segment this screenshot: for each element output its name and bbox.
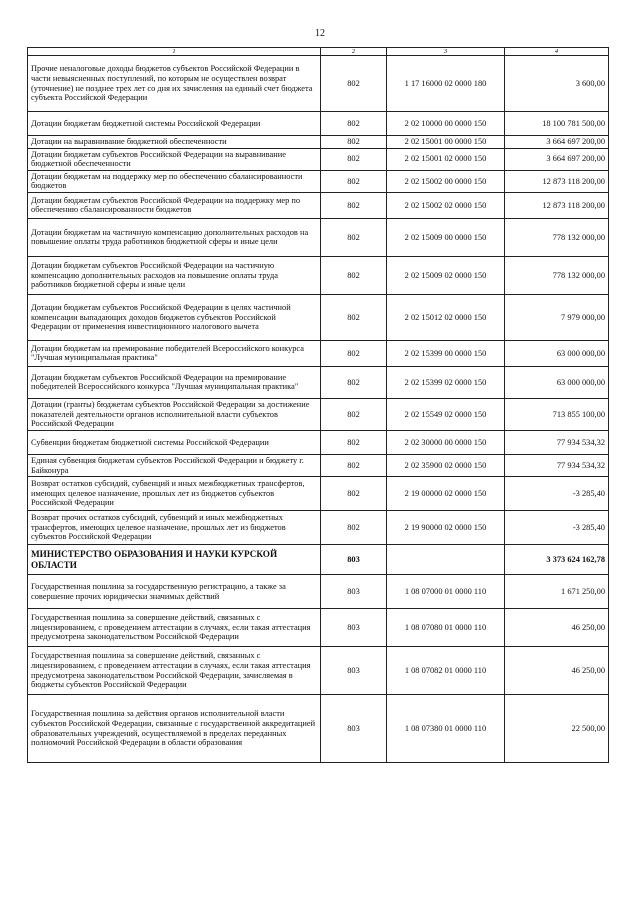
- administrator-code-cell: 803: [321, 647, 387, 695]
- budget-classification-code-cell: 2 02 30000 00 0000 150: [387, 430, 505, 454]
- amount-cell: 63 000 000,00: [505, 366, 609, 398]
- revenue-name-cell: Дотации на выравнивание бюджетной обеспеченности: [28, 136, 321, 149]
- table-row: [28, 256, 609, 294]
- revenue-name-cell: Дотации бюджетам субъектов Российской Федерации на выравнивание бюджетной обеспеченности: [28, 148, 321, 170]
- revenue-name-cell: Дотации бюджетам субъектов Российской Федерации на премирование победителей Всероссийского конкурса "Лучшая муниципальная практика": [28, 366, 321, 398]
- administrator-code-cell: 803: [321, 545, 387, 575]
- budget-classification-code-cell: 2 02 15002 02 0000 150: [387, 192, 505, 218]
- table-body: [28, 56, 609, 763]
- table-row: [28, 398, 609, 430]
- budget-classification-code-cell: 2 02 15009 02 0000 150: [387, 256, 505, 294]
- table-section-row: [28, 545, 609, 575]
- revenue-name-cell: Государственная пошлина за совершение действий, связанных с лицензированием, с проведением аттестации в случаях, если такая аттестация предусмотрена законодательством Российской Федерации, зачисляемая в бюджеты субъектов Российской Федерации: [28, 647, 321, 695]
- amount-cell: 12 873 118 200,00: [505, 192, 609, 218]
- amount-cell: 77 934 534,32: [505, 454, 609, 476]
- administrator-code-cell: 802: [321, 170, 387, 192]
- amount-cell: -3 285,40: [505, 511, 609, 545]
- table-row: [28, 609, 609, 647]
- table-row: [28, 136, 609, 149]
- amount-cell: 713 855 100,00: [505, 398, 609, 430]
- revenue-name-cell: Государственная пошлина за действия органов исполнительной власти субъектов Российской Федерации, связанные с государственной аккредитацией образовательных учреждений, осуществляемой в пределах переданных полномочий Российской Федерации в области образования: [28, 695, 321, 763]
- administrator-code-cell: 803: [321, 609, 387, 647]
- budget-classification-code-cell: 2 19 00000 02 0000 150: [387, 477, 505, 511]
- revenue-name-cell: Государственная пошлина за совершение действий, связанных с лицензированием, с проведением аттестации в случаях, если такая аттестация предусмотрена законодательством Российской Федерации: [28, 609, 321, 647]
- budget-classification-code-cell: 2 02 35900 02 0000 150: [387, 454, 505, 476]
- table-row: [28, 430, 609, 454]
- table-row: [28, 218, 609, 256]
- table-row: [28, 340, 609, 366]
- budget-classification-code-cell: 2 19 90000 02 0000 150: [387, 511, 505, 545]
- administrator-code-cell: 802: [321, 294, 387, 340]
- revenue-name-cell: Дотации бюджетам субъектов Российской Федерации на частичную компенсацию дополнительных расходов на повышение оплаты труда работников бюджетной сферы и иные цели: [28, 256, 321, 294]
- administrator-code-cell: 802: [321, 454, 387, 476]
- administrator-code-cell: 802: [321, 192, 387, 218]
- administrator-code-cell: 802: [321, 366, 387, 398]
- amount-cell: 63 000 000,00: [505, 340, 609, 366]
- page-number: 12: [315, 28, 325, 39]
- revenue-name-cell: Дотации бюджетам субъектов Российской Федерации на поддержку мер по обеспечению сбалансированности бюджетов: [28, 192, 321, 218]
- budget-classification-code-cell: [387, 545, 505, 575]
- revenue-name-cell: Единая субвенция бюджетам субъектов Российской Федерации и бюджету г. Байконура: [28, 454, 321, 476]
- administrator-code-cell: 802: [321, 340, 387, 366]
- table-row: [28, 454, 609, 476]
- budget-revenue-table: [27, 47, 609, 763]
- revenue-name-cell: Дотации (гранты) бюджетам субъектов Российской Федерации за достижение показателей деятельности органов исполнительной власти субъектов Российской Федерации: [28, 398, 321, 430]
- revenue-name-cell: Субвенции бюджетам бюджетной системы Российской Федерации: [28, 430, 321, 454]
- amount-cell: 3 664 697 200,00: [505, 136, 609, 149]
- revenue-name-cell: Прочие неналоговые доходы бюджетов субъектов Российской Федерации в части невыясненных поступлений, по которым не осуществлен возврат (уточнение) не позднее трех лет со дня их зачисления на единый счет бюджета субъекта Российской Федерации: [28, 56, 321, 112]
- budget-classification-code-cell: 1 08 07080 01 0000 110: [387, 609, 505, 647]
- table-row: [28, 575, 609, 609]
- revenue-name-cell: Дотации бюджетам на частичную компенсацию дополнительных расходов на повышение оплаты труда работников бюджетной сферы и иные цели: [28, 218, 321, 256]
- administrator-code-cell: 803: [321, 695, 387, 763]
- amount-cell: 18 100 781 500,00: [505, 112, 609, 136]
- budget-classification-code-cell: 2 02 15001 02 0000 150: [387, 148, 505, 170]
- administrator-code-cell: 802: [321, 148, 387, 170]
- amount-cell: 3 600,00: [505, 56, 609, 112]
- budget-classification-code-cell: 2 02 10000 00 0000 150: [387, 112, 505, 136]
- table-row: [28, 192, 609, 218]
- table-row: [28, 511, 609, 545]
- revenue-name-cell: Дотации бюджетам на премирование победителей Всероссийского конкурса "Лучшая муниципальная практика": [28, 340, 321, 366]
- revenue-name-cell: Возврат прочих остатков субсидий, субвенций и иных межбюджетных трансфертов, имеющих целевое назначение, прошлых лет из бюджетов субъектов Российской Федерации: [28, 511, 321, 545]
- revenue-name-cell: Возврат остатков субсидий, субвенций и иных межбюджетных трансфертов, имеющих целевое назначение, прошлых лет из бюджетов субъектов Российской Федерации: [28, 477, 321, 511]
- amount-cell: -3 285,40: [505, 477, 609, 511]
- amount-cell: 778 132 000,00: [505, 256, 609, 294]
- table-row: [28, 112, 609, 136]
- administrator-code-cell: 802: [321, 56, 387, 112]
- revenue-name-cell: Дотации бюджетам субъектов Российской Федерации в целях частичной компенсации выпадающих доходов бюджетов субъектов Российской Федерации от применения инвестиционного налогового вычета: [28, 294, 321, 340]
- revenue-name-cell: МИНИСТЕРСТВО ОБРАЗОВАНИЯ И НАУКИ КУРСКОЙ ОБЛАСТИ: [28, 545, 321, 575]
- budget-classification-code-cell: 1 08 07082 01 0000 110: [387, 647, 505, 695]
- budget-classification-code-cell: 2 02 15549 02 0000 150: [387, 398, 505, 430]
- amount-cell: 12 873 118 200,00: [505, 170, 609, 192]
- administrator-code-cell: 802: [321, 511, 387, 545]
- budget-classification-code-cell: 2 02 15012 02 0000 150: [387, 294, 505, 340]
- column-header-4: 4: [505, 48, 609, 56]
- administrator-code-cell: 802: [321, 398, 387, 430]
- table-row: [28, 148, 609, 170]
- budget-classification-code-cell: 2 02 15399 02 0000 150: [387, 366, 505, 398]
- amount-cell: 1 671 250,00: [505, 575, 609, 609]
- budget-classification-code-cell: 1 17 16000 02 0000 180: [387, 56, 505, 112]
- table-row: [28, 477, 609, 511]
- amount-cell: 77 934 534,32: [505, 430, 609, 454]
- amount-cell: 3 664 697 200,00: [505, 148, 609, 170]
- administrator-code-cell: 802: [321, 218, 387, 256]
- administrator-code-cell: 802: [321, 477, 387, 511]
- budget-classification-code-cell: 1 08 07380 01 0000 110: [387, 695, 505, 763]
- column-header-1: 1: [28, 48, 321, 56]
- administrator-code-cell: 802: [321, 430, 387, 454]
- table-row: [28, 56, 609, 112]
- budget-classification-code-cell: 2 02 15001 00 0000 150: [387, 136, 505, 149]
- table-row: [28, 366, 609, 398]
- revenue-name-cell: Государственная пошлина за государственную регистрацию, а также за совершение прочих юридически значимых действий: [28, 575, 321, 609]
- table-header-row: [28, 48, 609, 56]
- column-header-3: 3: [387, 48, 505, 56]
- revenue-name-cell: Дотации бюджетам на поддержку мер по обеспечению сбалансированности бюджетов: [28, 170, 321, 192]
- budget-classification-code-cell: 2 02 15009 00 0000 150: [387, 218, 505, 256]
- administrator-code-cell: 802: [321, 136, 387, 149]
- amount-cell: 46 250,00: [505, 647, 609, 695]
- budget-classification-code-cell: 1 08 07000 01 0000 110: [387, 575, 505, 609]
- table-row: [28, 695, 609, 763]
- table-row: [28, 294, 609, 340]
- amount-cell: 3 373 624 162,78: [505, 545, 609, 575]
- budget-classification-code-cell: 2 02 15399 00 0000 150: [387, 340, 505, 366]
- administrator-code-cell: 802: [321, 112, 387, 136]
- budget-classification-code-cell: 2 02 15002 00 0000 150: [387, 170, 505, 192]
- amount-cell: 778 132 000,00: [505, 218, 609, 256]
- amount-cell: 46 250,00: [505, 609, 609, 647]
- administrator-code-cell: 802: [321, 256, 387, 294]
- table-row: [28, 647, 609, 695]
- amount-cell: 7 979 000,00: [505, 294, 609, 340]
- table-row: [28, 170, 609, 192]
- amount-cell: 22 500,00: [505, 695, 609, 763]
- administrator-code-cell: 803: [321, 575, 387, 609]
- revenue-name-cell: Дотации бюджетам бюджетной системы Российской Федерации: [28, 112, 321, 136]
- column-header-2: 2: [321, 48, 387, 56]
